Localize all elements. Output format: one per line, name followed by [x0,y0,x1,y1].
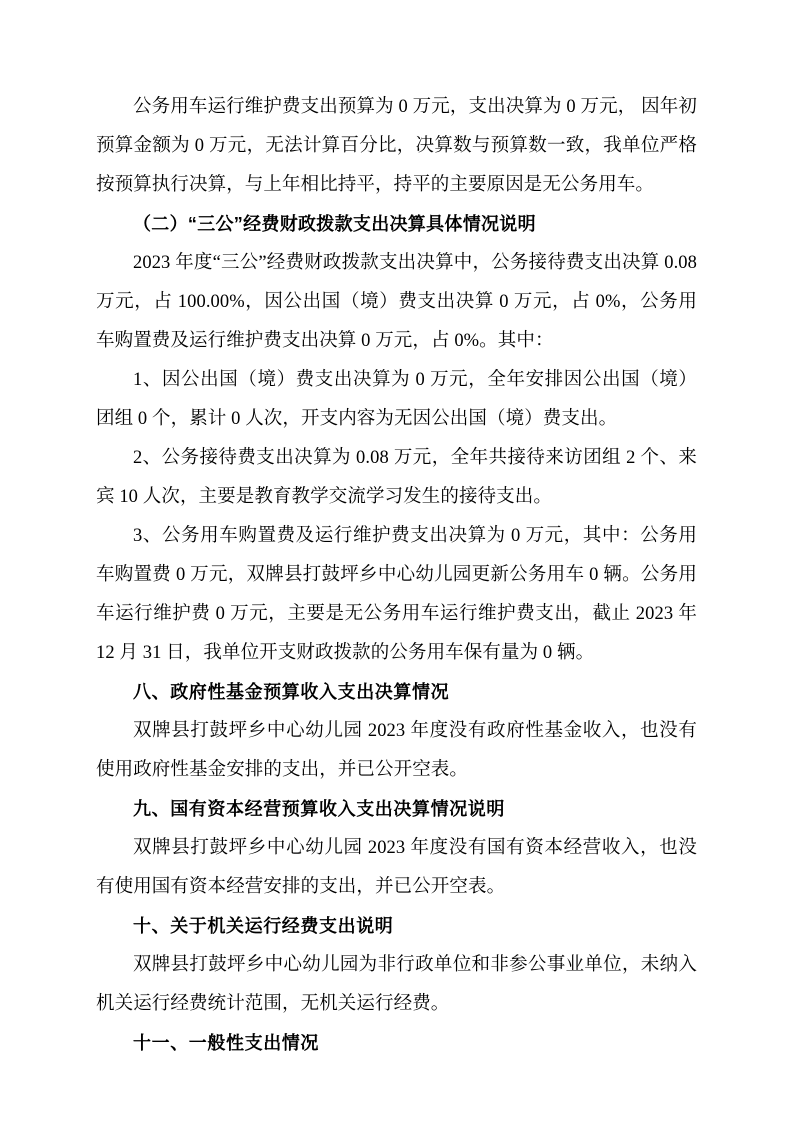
paragraph: 2、公务接待费支出决算为 0.08 万元，全年共接待来访团组 2 个、来宾 10 人次，主要是教育教学交流学习发生的接待支出。 [96,448,697,507]
paragraph: 1、因公出国（境）费支出决算为 0 万元，全年安排因公出国（境）团组 0 个，累计 0 人次，开支内容为无因公出国（境）费支出。 [96,370,697,429]
section-heading: 八、政府性基金预算收入支出决算情况 [133,682,450,702]
paragraph: 双牌县打鼓坪乡中心幼儿园 2023 年度没有国有资本经营收入，也没有使用国有资本经营安排的支出，并已公开空表。 [96,838,697,897]
paragraph: 双牌县打鼓坪乡中心幼儿园 2023 年度没有政府性基金收入，也没有使用政府性基金安排的支出，并已公开空表。 [96,721,697,780]
paragraph: 双牌县打鼓坪乡中心幼儿园为非行政单位和非参公事业单位，未纳入机关运行经费统计范围，无机关运行经费。 [96,955,697,1014]
document-body [96,88,697,1063]
section-heading: 九、国有资本经营预算收入支出决算情况说明 [133,799,505,819]
paragraph: 2023 年度“三公”经费财政拨款支出决算中，公务接待费支出决算 0.08 万元，占 100.00%，因公出国（境）费支出决算 0 万元，占 0%，公务用车购置费及运行维护费支出决算 0 万元，占 0%。其中： [96,253,697,351]
section-heading: 十、关于机关运行经费支出说明 [133,916,394,936]
paragraph: 3、公务用车购置费及运行维护费支出决算为 0 万元，其中：公务用车购置费 0 万元，双牌县打鼓坪乡中心幼儿园更新公务用车 0 辆。公务用车运行维护费 0 万元，主要是无公务用车运行维护费支出，截止 2023 年 12 月 31 日，我单位开支财政拨款的公务用车保有量为 0 辆。 [96,526,697,663]
section-heading: 十一、一般性支出情况 [133,1033,319,1053]
paragraph: 公务用车运行维护费支出预算为 0 万元，支出决算为 0 万元， 因年初预算金额为 0 万元，无法计算百分比，决算数与预算数一致，我单位严格按预算执行决算，与上年相比持平，持平的主要原因是无公务用车。 [96,97,697,195]
section-heading: （二）“三公”经费财政拨款支出决算具体情况说明 [133,214,536,234]
